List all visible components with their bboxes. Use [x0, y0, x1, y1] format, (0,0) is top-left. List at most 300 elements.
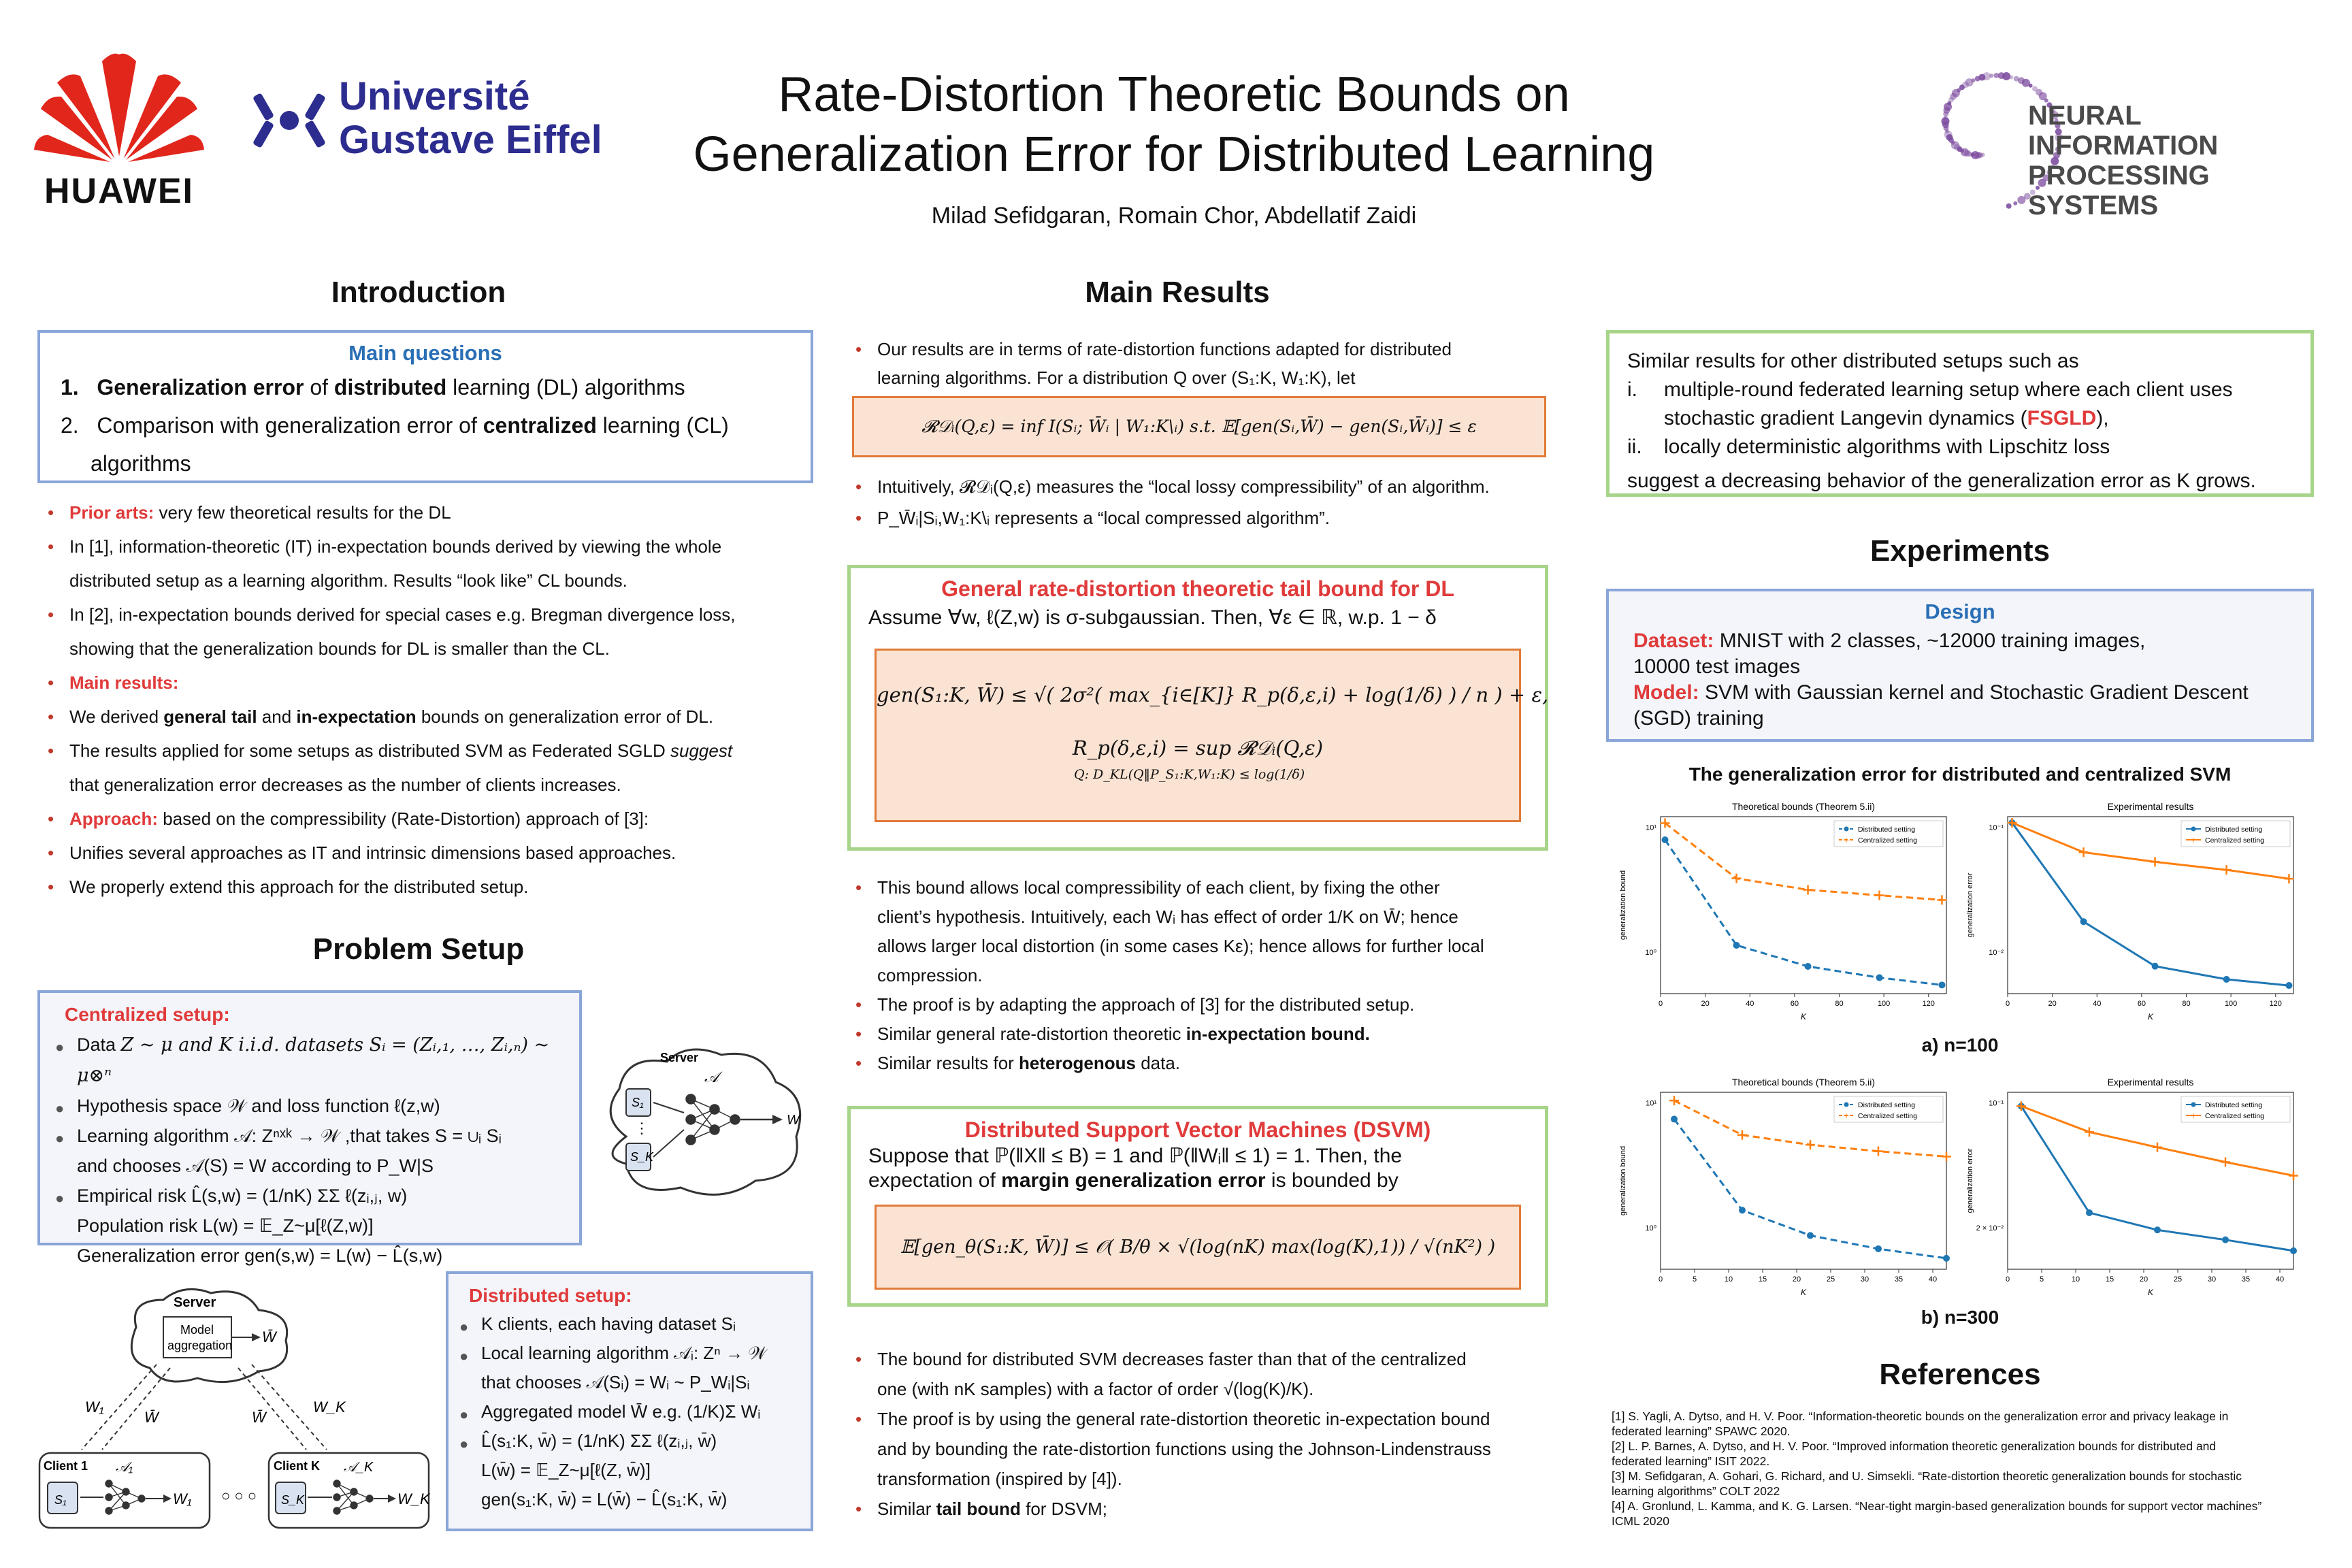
main-intro-bullets	[847, 335, 1548, 392]
b4b: that generalization error decreases as the number of clients increases.	[69, 774, 621, 795]
neurips-dot	[1989, 74, 1993, 78]
data-point	[1739, 1207, 1746, 1213]
x-tick-label: 15	[2105, 1275, 2114, 1284]
clientk-sk: S_K	[281, 1493, 305, 1507]
c3	[47, 1121, 579, 1181]
x-axis-label: K	[1800, 1288, 1807, 1297]
prior-text: very few theoretical results for the DL	[154, 502, 451, 523]
y-tick-label: 10⁻²	[1989, 948, 2004, 957]
sim-i	[1627, 376, 2310, 433]
chart-4	[1960, 1072, 2307, 1303]
distributed-diagram	[27, 1279, 436, 1538]
q2-t1: Comparison with generalization error of	[97, 413, 483, 438]
b2: In [2], in-expectation bounds derived for special cases e.g. Bregman divergence loss,	[69, 604, 736, 625]
prior-bullet	[39, 495, 808, 529]
x-tick-label: 120	[2269, 1000, 2282, 1008]
x-tick-label: 40	[1746, 1000, 1754, 1008]
b3-bullet	[39, 700, 808, 734]
neurips-dot	[2029, 84, 2033, 88]
p4-bullet	[847, 1049, 1548, 1078]
dist-w1: W₁	[85, 1399, 104, 1416]
central-server-label: Server	[660, 1051, 699, 1064]
legend-marker: +	[1843, 1110, 1850, 1121]
central-a: 𝒜	[704, 1068, 719, 1085]
references-heading: References	[1879, 1358, 2041, 1391]
data-point	[2080, 918, 2087, 925]
d2-a: Local learning algorithm 𝒜ᵢ: Zⁿ → 𝒲	[481, 1343, 767, 1363]
caption-a: a) n=100	[1921, 1034, 1999, 1056]
references-list	[1612, 1409, 2313, 1529]
neurips-dot	[2006, 203, 2012, 209]
dist-wbar-right: W̄	[252, 1409, 266, 1426]
r2: [2] L. P. Barnes, A. Dytso, and H. V. Poor. “Improved information theoretic generalization bounds for distributed and	[1612, 1439, 2217, 1453]
x-tick-label: 10	[2071, 1275, 2080, 1284]
data-point	[1671, 1115, 1678, 1122]
x-tick-label: 20	[2139, 1275, 2149, 1284]
x-tick-label: 5	[1692, 1275, 1697, 1284]
tail-eq-box	[875, 649, 1549, 822]
neurips-dot	[2010, 76, 2014, 80]
q1-num: 1.	[61, 375, 79, 399]
agg-l1: Model	[180, 1323, 214, 1337]
chart-title: Experimental results	[2107, 1077, 2194, 1088]
legend-marker	[1844, 1102, 1849, 1107]
huawei-wordmark: HUAWEI	[44, 172, 194, 211]
x-tick-label: 35	[2241, 1275, 2251, 1284]
m1b: learning algorithms. For a distribution Q over (S₁:K, W₁:K), let	[877, 368, 1356, 388]
legend-label: Centralized setting	[2205, 836, 2264, 845]
x-tick-label: 0	[2005, 1000, 2010, 1008]
c3-a: Learning algorithm 𝒜: Zⁿˣᵏ → 𝒲 ,that takes S = ∪ᵢ Sᵢ	[77, 1126, 502, 1146]
intro-bullets	[39, 495, 808, 904]
m1: Our results are in terms of rate-distortion functions adapted for distributed	[877, 339, 1452, 359]
series-line	[2012, 823, 2289, 985]
dsvm-box	[847, 1106, 1548, 1307]
m1-bullet	[847, 335, 1548, 392]
q1-b1: Generalization error	[97, 375, 304, 399]
y-tick-label: 10⁰	[1645, 1224, 1656, 1232]
p2-bullet: • The proof is by adapting the approach of [3] for the distributed setup.	[847, 990, 1548, 1019]
x-tick-label: 60	[2137, 1000, 2146, 1008]
rd-definition-box	[852, 396, 1546, 457]
b1-bullet	[39, 529, 808, 598]
p1b: client’s hypothesis. Intuitively, each Wᵢ has effect of order 1/K on W̄; hence	[877, 906, 1458, 927]
sim-i-t2: stochastic gradient Langevin dynamics (	[1664, 407, 2027, 429]
c1-m: Z ~ μ and K i.i.d. datasets Sᵢ = (Zᵢ,₁, …, Zᵢ,ₙ) ~ μ⊗ⁿ	[77, 1034, 550, 1086]
c3-b: and chooses 𝒜(S) = W according to P_W|S	[77, 1156, 434, 1176]
r3: [3] M. Sefidgaran, A. Gohari, G. Richard, and U. Simsekli. “Rate-distortion theoretic generalization bounds for stochastic	[1612, 1469, 2242, 1483]
d4	[451, 1426, 811, 1514]
r1: [1] S. Yagli, A. Dytso, and H. V. Poor. “Information-theoretic bounds on the generalization error and privacy leakage in	[1612, 1409, 2229, 1423]
q1-b2: distributed	[333, 375, 447, 399]
p1-bullet	[847, 873, 1548, 990]
series-line	[1665, 840, 1942, 985]
p4-b: heterogenous	[1019, 1053, 1136, 1073]
d2	[451, 1339, 811, 1397]
rd-def: 𝓡𝒟ᵢ(Q,ε) = inf I(Sᵢ; W̄ᵢ | W₁:K\ᵢ) s.t. 𝔼[gen(Sᵢ,W̄) − gen(Sᵢ,W̄ᵢ)] ≤ ε	[921, 416, 1477, 436]
x-axis-label: K	[2147, 1012, 2154, 1022]
clientk-label: Client K	[274, 1459, 321, 1473]
legend-marker: +	[1843, 834, 1850, 845]
s3-t: Similar	[877, 1499, 936, 1519]
caption-b: b) n=300	[1921, 1307, 1999, 1328]
data-point	[2223, 976, 2230, 983]
b3-b2: in-expectation	[296, 706, 416, 727]
m2-bullet: • Intuitively, 𝓡𝒟ᵢ(Q,ε) measures the “local lossy compressibility” of an algorithm.	[847, 471, 1548, 502]
chart-legend	[1834, 821, 1943, 847]
x-tick-label: 100	[1877, 1000, 1891, 1008]
b3-t1: We derived	[69, 706, 164, 727]
p1: This bound allows local compressibility of each client, by fixing the other	[877, 877, 1440, 898]
dsvm-l2-b: margin generalization error	[1001, 1169, 1266, 1192]
y-tick-label: 10⁻¹	[1989, 1099, 2004, 1108]
sim-ii	[1627, 433, 2310, 461]
sim-fsgld: FSGLD	[2027, 407, 2097, 429]
y-axis-label: generalization bound	[1619, 870, 1627, 941]
b5-bullet: • Unifies several approaches as IT and intrinsic dimensions based approaches.	[39, 836, 808, 870]
data-point	[2086, 1209, 2093, 1216]
b4-i: suggest	[670, 740, 733, 761]
legend-label: Distributed setting	[2205, 826, 2263, 834]
dist-wk: W_K	[313, 1399, 346, 1416]
c2: ● Hypothesis space 𝒲 and loss function ℓ(z,w)	[47, 1091, 579, 1121]
x-tick-label: 25	[1826, 1275, 1835, 1284]
neurips-dot	[2002, 72, 2010, 80]
x-tick-label: 0	[2005, 1275, 2010, 1284]
chart-1	[1613, 796, 1960, 1028]
m3-bullet: • P_W̄ᵢ|Sᵢ,W₁:K\ᵢ represents a “local compressed algorithm”.	[847, 502, 1548, 534]
data-point	[1875, 1245, 1882, 1252]
x-tick-label: 40	[2275, 1275, 2285, 1284]
b3-t3: bounds on generalization error of DL.	[416, 706, 714, 727]
client1-w1: W₁	[173, 1490, 192, 1507]
p4-t2: data.	[1135, 1053, 1181, 1073]
agg-l2: aggregation	[167, 1339, 233, 1352]
ref-3	[1612, 1469, 2313, 1499]
sim-ii-t: locally deterministic algorithms with Lipschitz loss	[1664, 436, 2110, 458]
r4: [4] A. Gronlund, L. Kamma, and K. G. Larsen. “Near-tight margin-based generalization bounds for support vector machines”	[1612, 1499, 2262, 1513]
legend-label: Centralized setting	[2205, 1112, 2264, 1120]
huawei-petals-icon	[27, 48, 211, 163]
q2-t2: learning (CL)	[596, 413, 729, 438]
s1: The bound for distributed SVM decreases faster than that of the centralized	[877, 1349, 1467, 1369]
s2c: transformation (inspired by [4]).	[877, 1469, 1122, 1489]
legend-marker: +	[2190, 834, 2197, 845]
tail-discussion	[847, 873, 1548, 1078]
legend-label: Centralized setting	[1858, 836, 1917, 845]
x-tick-label: 20	[2048, 1000, 2057, 1008]
authors: Milad Sefidgaran, Romain Chor, Abdellatif Zaidi	[931, 203, 1417, 229]
b1b: distributed setup as a learning algorithm. Results “look like” CL bounds.	[69, 570, 627, 591]
d4-b: L(w̄) = 𝔼_Z~μ[ℓ(Z, w̄)]	[481, 1460, 651, 1480]
r2b: federated learning” ISIT 2022.	[1612, 1454, 1770, 1468]
client-dots: ○ ○ ○	[221, 1487, 257, 1504]
x-tick-label: 100	[2224, 1000, 2238, 1008]
agg-wbar: W̄	[262, 1328, 276, 1345]
chart-title: Theoretical bounds (Theorem 5.ii)	[1731, 1077, 1876, 1088]
problem-heading: Problem Setup	[312, 932, 525, 966]
q1-t1: of	[304, 375, 334, 399]
s3-t2: for DSVM;	[1020, 1499, 1108, 1519]
title-line1: Rate-Distortion Theoretic Bounds on	[778, 67, 1570, 122]
question-1	[61, 368, 811, 406]
clientk-ak: 𝒜_K	[344, 1460, 374, 1475]
sim-i-t3: ),	[2096, 407, 2109, 429]
chart-2	[1960, 796, 2307, 1028]
x-tick-label: 80	[1835, 1000, 1844, 1008]
central-sk: S_K	[630, 1150, 654, 1164]
x-tick-label: 40	[1928, 1275, 1938, 1284]
model-line2: (SGD) training	[1633, 707, 1764, 730]
model-text: SVM with Gaussian kernel and Stochastic Gradient Descent	[1699, 681, 2249, 704]
data-point	[1805, 963, 1812, 970]
ugeu-line2: Gustave Eiffel	[339, 118, 602, 162]
data-point	[2152, 963, 2159, 970]
approach-text: based on the compressibility (Rate-Distortion) approach of [3]:	[158, 808, 649, 829]
huawei-logo	[27, 48, 211, 211]
d4-a: L̂(s₁:K, w̄) = (1/nK) ΣΣ ℓ(zᵢ,ⱼ, w̄)	[481, 1431, 717, 1451]
s2b: and by bounding the rate-distortion functions using the Johnson-Lindenstrauss	[877, 1439, 1491, 1459]
x-tick-label: 40	[2093, 1000, 2102, 1008]
ugeu-line1: Université	[339, 74, 530, 118]
clientk-wk: W_K	[397, 1490, 430, 1507]
data-point	[1938, 981, 1945, 988]
q2-b1: centralized	[483, 413, 597, 438]
central-s1: S₁	[632, 1096, 644, 1109]
data-point	[2285, 982, 2292, 989]
x-tick-label: 5	[2039, 1275, 2044, 1284]
dsvm-l2-t2: is bounded by	[1265, 1169, 1399, 1192]
b6-bullet: • We properly extend this approach for the distributed setup.	[39, 870, 808, 904]
dsvm-title: Distributed Support Vector Machines (DSVM)	[964, 1117, 1431, 1142]
chart-legend	[1834, 1096, 1943, 1122]
y-tick-label: 10¹	[1646, 1099, 1656, 1108]
x-tick-label: 30	[2207, 1275, 2217, 1284]
data-point	[2290, 1247, 2297, 1254]
c1	[47, 1030, 579, 1091]
p3-bullet	[847, 1019, 1548, 1049]
central-title: Centralized setup:	[65, 1004, 230, 1025]
question-2	[61, 406, 811, 444]
main-label-bullet	[39, 666, 808, 700]
x-tick-label: 0	[1658, 1275, 1663, 1284]
sim-i-num: i.	[1627, 378, 1637, 401]
p3-t: Similar general rate-distortion theoretic	[877, 1024, 1186, 1044]
dataset-line	[1633, 628, 2311, 654]
intro-heading: Introduction	[331, 276, 506, 309]
similar-results-box	[1606, 330, 2314, 497]
legend-marker	[2191, 1102, 2196, 1107]
central-vdots: ⋮	[634, 1120, 649, 1137]
data-point	[1807, 1232, 1814, 1239]
chart-title: Experimental results	[2107, 801, 2194, 812]
b4-bullet	[39, 734, 808, 802]
s2: The proof is by using the general rate-distortion theoretic in-expectation bound	[877, 1409, 1490, 1429]
dist-title: Distributed setup:	[469, 1285, 632, 1306]
neurips-dot	[2013, 201, 2017, 206]
chart-legend	[2181, 821, 2290, 847]
legend-marker	[1844, 827, 1849, 832]
data-point	[1662, 836, 1669, 843]
x-axis-label: K	[2147, 1288, 2154, 1297]
b3-b1: general tail	[163, 706, 257, 727]
data-point	[2154, 1226, 2161, 1233]
x-tick-label: 0	[1658, 1000, 1663, 1008]
x-tick-label: 10	[1724, 1275, 1733, 1284]
p1d: compression.	[877, 965, 983, 985]
dist-server-label: Server	[174, 1295, 216, 1310]
dsvm-discussion	[847, 1344, 1548, 1524]
p1c: allows larger local distortion (in some cases Kε); hence allows for further local	[877, 936, 1484, 956]
centralized-box	[37, 990, 582, 1266]
legend-label: Distributed setting	[2205, 1101, 2263, 1109]
s3-b: tail bound	[936, 1499, 1021, 1519]
tail-bound-box	[847, 565, 1548, 851]
x-tick-label: 35	[1894, 1275, 1904, 1284]
x-tick-label: 15	[1758, 1275, 1767, 1284]
r3b: learning algorithms” COLT 2022	[1612, 1484, 1780, 1498]
r4b: ICML 2020	[1612, 1514, 1669, 1528]
b2b: showing that the generalization bounds for DL is smaller than the CL.	[69, 638, 610, 659]
x-tick-label: 30	[1860, 1275, 1869, 1284]
chart-title: Theoretical bounds (Theorem 5.ii)	[1731, 801, 1876, 812]
dsvm-l2-t: expectation of	[868, 1169, 1002, 1192]
figure-title: The generalization error for distributed and centralized SVM	[1688, 764, 2232, 785]
neurips-logo	[1906, 48, 2328, 220]
y-axis-label: generalization error	[1966, 1148, 1974, 1213]
neurips-line2: PROCESSING SYSTEMS	[2028, 161, 2210, 220]
neurips-dot	[2017, 196, 2025, 204]
d3: ● Aggregated model W̄ e.g. (1/K)Σ Wᵢ	[451, 1397, 811, 1426]
approach-bullet	[39, 802, 808, 836]
s1b: one (with nK samples) with a factor of order √(log(K)/K).	[877, 1379, 1314, 1399]
c4-a: Empirical risk L̂(s,w) = (1/nK) ΣΣ ℓ(zᵢ,ⱼ, w)	[77, 1186, 408, 1206]
page-title	[612, 65, 1735, 184]
y-tick-label: 10⁰	[1645, 948, 1656, 957]
c1-t: Data	[77, 1034, 121, 1055]
x-axis-label: K	[1800, 1012, 1807, 1022]
b1: In [1], information-theoretic (IT) in-expectation bounds derived by viewing the whole	[69, 536, 722, 557]
client1-s1: S₁	[54, 1493, 67, 1507]
neurips-dot	[1982, 72, 1991, 80]
b4-t1: The results applied for some setups as distributed SVM as Federated SGLD	[69, 740, 670, 761]
sim-ii-num: ii.	[1627, 436, 1642, 458]
x-tick-label: 20	[1792, 1275, 1801, 1284]
q1-t2: learning (DL) algorithms	[446, 375, 685, 399]
dsvm-l1: Suppose that ℙ(‖X‖ ≤ B) = 1 and ℙ(‖Wᵢ‖ ≤ 1) = 1. Then, the	[868, 1145, 1403, 1167]
s1-bullet	[847, 1344, 1548, 1404]
legend-marker	[2191, 827, 2196, 832]
x-tick-label: 120	[1922, 1000, 1935, 1008]
dsvm-l2	[868, 1169, 1545, 1192]
main-intro-bullets-2	[847, 471, 1548, 534]
neurips-line1: NEURAL INFORMATION	[2028, 101, 2219, 161]
chart-3	[1613, 1072, 1960, 1303]
sim-i-t: multiple-round federated learning setup where each client uses	[1664, 378, 2233, 401]
neurips-dot	[1972, 78, 1976, 82]
s3-bullet	[847, 1494, 1548, 1524]
tail-eq2-sub: Q: D_KL(Q‖P_S₁:K,W₁:K) ≤ log(1/δ)	[1074, 767, 1305, 782]
y-axis-label: generalization error	[1966, 872, 1974, 938]
c4	[47, 1181, 579, 1271]
legend-label: Distributed setting	[1858, 1101, 1916, 1109]
tail-assume: Assume ∀w, ℓ(Z,w) is σ-subgaussian. Then, ∀ε ∈ ℝ, w.p. 1 − δ	[868, 606, 1437, 629]
tail-eq1: gen(S₁:K, W̄) ≤ √( 2σ²( max_{i∈[K]} R_p(δ,ε,i) + log(1/δ) ) / n ) + ε,	[877, 683, 1549, 706]
s2-bullet	[847, 1404, 1548, 1494]
p4-t: Similar results for	[877, 1053, 1019, 1073]
ref-2	[1612, 1439, 2313, 1469]
dsvm-eq-box	[875, 1205, 1521, 1290]
x-tick-label: 60	[1790, 1000, 1799, 1008]
question-2-cont: algorithms	[91, 451, 191, 476]
design-box	[1606, 589, 2314, 742]
dist-wbar-left: W̄	[144, 1409, 159, 1426]
central-diagram	[585, 1034, 817, 1211]
main-label: Main results:	[69, 672, 179, 693]
c4-c: Generalization error gen(s,w) = L(w) − L̂(s,w)	[77, 1245, 443, 1266]
d2-b: that chooses 𝒜(Sᵢ) = Wᵢ ~ P_Wᵢ|Sᵢ	[481, 1372, 750, 1392]
main-questions-box	[37, 330, 813, 483]
legend-label: Distributed setting	[1858, 826, 1916, 834]
d1: ● K clients, each having dataset Sᵢ	[451, 1309, 811, 1339]
model-label: Model:	[1633, 681, 1699, 704]
prior-label: Prior arts:	[69, 502, 154, 523]
sim-l1: Similar results for other distributed setups such as	[1627, 350, 2079, 372]
dsvm-eq: 𝔼[gen_θ(S₁:K, W̄)] ≤ 𝒪( B/θ × √(log(nK) max(log(K),1)) / √(nK²) )	[900, 1237, 1496, 1258]
ds-text: MNIST with 2 classes, ~12000 training images,	[1714, 630, 2146, 652]
data-point	[1876, 975, 1883, 981]
data-point	[1943, 1255, 1950, 1262]
y-tick-label: 2 × 10⁻²	[1976, 1224, 2004, 1232]
ref-1	[1612, 1409, 2313, 1439]
r1b: federated learning” SPAWC 2020.	[1612, 1424, 1791, 1438]
central-w: W	[787, 1113, 800, 1128]
ref-4	[1612, 1499, 2313, 1529]
y-tick-label: 10¹	[1646, 823, 1656, 832]
tail-eq2: R_p(δ,ε,i) = sup 𝓡𝒟ᵢ(Q,ε)	[1072, 736, 1324, 760]
data-point	[1733, 942, 1740, 949]
x-tick-label: 80	[2182, 1000, 2191, 1008]
q2-num: 2.	[61, 413, 79, 438]
client1-label: Client 1	[44, 1459, 88, 1473]
x-tick-label: 25	[2173, 1275, 2183, 1284]
legend-marker: +	[2190, 1110, 2197, 1121]
ugeu-emblem-icon	[252, 83, 327, 158]
experiments-heading: Experiments	[1869, 534, 2051, 568]
distributed-box	[446, 1271, 813, 1531]
title-line2: Generalization Error for Distributed Learning	[693, 127, 1655, 182]
d4-c: gen(s₁:K, w̄) = L(w̄) − L̂(s₁:K, w̄)	[481, 1489, 728, 1509]
y-axis-label: generalization bound	[1619, 1145, 1627, 1216]
sim-end: suggest a decreasing behavior of the generalization error as K grows.	[1627, 470, 2256, 492]
b2-bullet	[39, 598, 808, 666]
ugeu-logo	[252, 75, 619, 170]
ds-label: Dataset:	[1633, 630, 1714, 652]
x-tick-label: 20	[1701, 1000, 1710, 1008]
c4-b: Population risk L(w) = 𝔼_Z~μ[ℓ(Z,w)]	[77, 1215, 374, 1236]
model-line	[1633, 680, 2311, 706]
approach-label: Approach:	[69, 808, 158, 829]
chart-legend	[2181, 1096, 2290, 1122]
dataset-line2: 10000 test images	[1633, 655, 1801, 678]
y-tick-label: 10⁻¹	[1989, 823, 2004, 832]
tail-title: General rate-distortion theoretic tail bound for DL	[941, 576, 1454, 601]
data-point	[2222, 1237, 2229, 1243]
p3-b: in-expectation bound.	[1186, 1024, 1370, 1044]
b3-t2: and	[257, 706, 297, 727]
design-title: Design	[1925, 600, 1995, 623]
client1-a1: 𝒜₁	[116, 1460, 133, 1475]
